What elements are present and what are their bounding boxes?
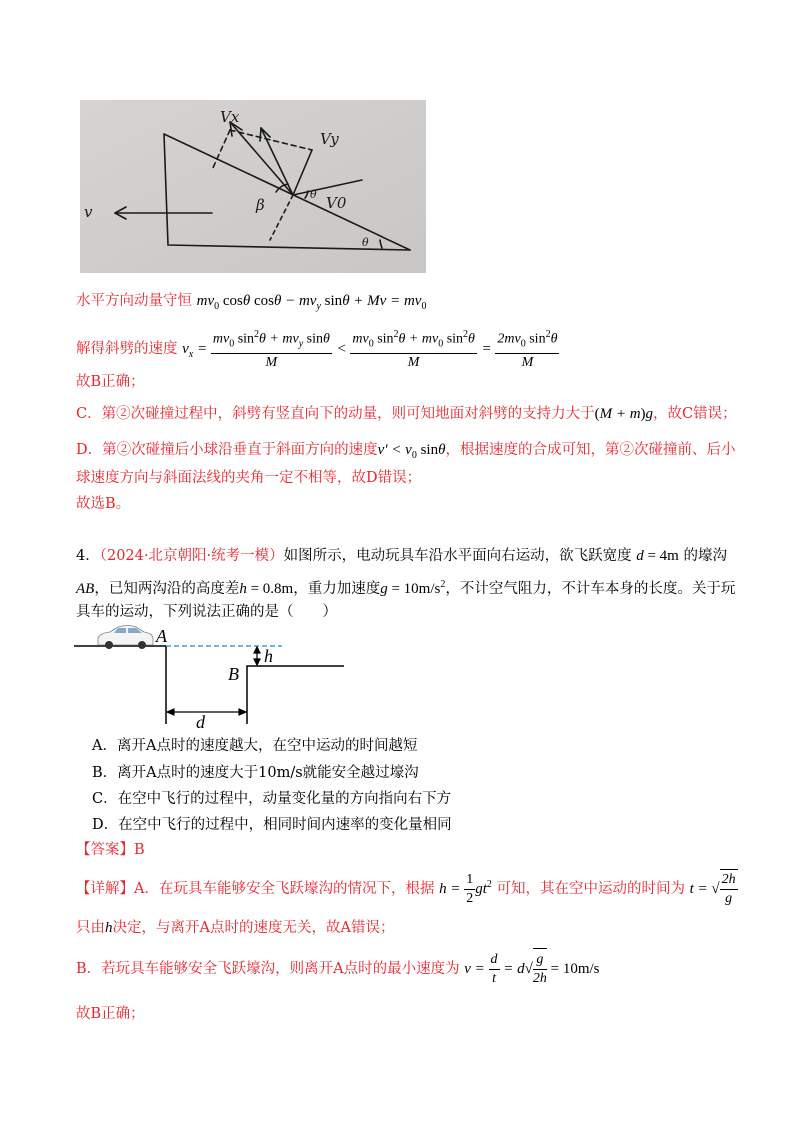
option-c-explanation: C．第②次碰撞过程中，斜劈有竖直向下的动量，则可知地面对斜劈的支持力大于(M + m)g，故C错误； (76, 406, 737, 422)
detail-a-line: 【详解】A．在玩具车能够安全飞跃壕沟的情况下，根据 h = $\frac{1}{2}$ $gt^2$ 可知，其在空中运动的时间为 t = √ $\frac{2h}{g}$ (76, 866, 738, 908)
question-line-2: AB，已知两沟沿的高度差h = 0.8m，重力加速度$g = 10m/s^2$，不计空气阻力，不计车本身的长度。关于玩 (76, 579, 736, 597)
question-source: （2024·北京朝阳·统考一模） (99, 548, 284, 564)
fraction-3: $\frac{2mv_0 \sin^2\theta}{M}$ (495, 326, 559, 372)
momentum-conservation-line: 水平方向动量守恒 $mv_0$ cosθ $\cos\theta - mv_y$ $\sin\theta + Mv = mv_0$ (76, 293, 427, 312)
fraction-2: $\frac{mv_0 \sin^2\theta + mv_0 \sin^2\theta}{M}$ (350, 326, 477, 372)
detail-a-line-2: 只由h决定，与离开A点时的速度无关，故A错误； (76, 920, 395, 936)
wedge-velocity-symbol: $v_x$ = (182, 341, 211, 361)
ab-symbol: AB (76, 581, 95, 597)
time-expression: t = √ $\frac{2h}{g}$ (690, 881, 738, 897)
option-a: A．离开A点时的速度越大，在空中运动的时间越短 (92, 738, 418, 754)
label-v: v (84, 203, 93, 221)
detail-b-line: B．若玩具车能够安全飞跃壕沟，则离开A点时的最小速度为 v = $\frac{d}{t}$ = d√ $\frac{g}{2h}$ = 10m/s (76, 948, 600, 989)
label-h: h (264, 646, 273, 666)
option-d-explanation: D．第②次碰撞后小球沿垂直于斜面方向的速度$v' < v_0$ sinθ，根据速度的合成可知，第②次碰撞前、后小 (76, 442, 736, 461)
gravity-expr: $g = 10m/s^2$ (380, 579, 446, 597)
detail-b-conclusion: 故B正确； (76, 1006, 145, 1022)
label-d: d (196, 712, 205, 730)
label-vx: Vx (220, 108, 240, 126)
label-theta: θ (310, 188, 317, 201)
choose-b: 故选B。 (76, 496, 131, 512)
label-b: B (228, 664, 239, 684)
option-d-explanation-2: 球速度方向与斜面法线的夹角一定不相等，故D错误； (76, 470, 422, 486)
label-a: A (156, 626, 167, 646)
momentum-equation: $mv_0$ cosθ $\cos\theta - mv_y$ $\sin\theta + Mv = mv_0$ (196, 293, 427, 312)
label-v0: V0 (326, 194, 347, 212)
option-b: B．离开A点时的速度大于10m/s就能安全越过壕沟 (92, 765, 419, 781)
min-velocity-expression: v = (464, 961, 489, 977)
option-d: D．在空中飞行的过程中，相同时间内速率的变化量相同 (92, 817, 452, 833)
label-vy: Vy (320, 130, 339, 148)
handdrawn-wedge-photo (80, 100, 426, 273)
label-theta2: θ (362, 236, 369, 249)
label-beta: β (256, 196, 265, 214)
support-force-expr: (M + m)g (594, 406, 654, 422)
question-line-3: 具车的运动，下列说法正确的是（ ） (76, 604, 337, 620)
free-fall-equation: h = (439, 881, 465, 897)
velocity-inequality: $v' < v_0$ sinθ (377, 442, 446, 461)
conclusion-b-prev: 故B正确； (76, 374, 145, 390)
width-d-expr: d = 4m (636, 548, 679, 564)
answer-label: 【答案】B (76, 842, 145, 858)
fraction-1: $\frac{mv_0 \sin^2\theta + mv_y \sin\theta}{M}$ (211, 326, 332, 372)
question-line-1: 4．（2024·北京朝阳·统考一模）如图所示，电动玩具车沿水平面向右运动，欲飞跃宽度 d = 4m 的壕沟 (76, 548, 727, 564)
option-c: C．在空中飞行的过程中，动量变化量的方向指向右下方 (92, 791, 452, 807)
trench-diagram (70, 618, 360, 730)
height-h-expr: h = 0.8m (239, 581, 294, 597)
wedge-velocity-line: 解得斜劈的速度 $v_x$ = $\frac{mv_0 \sin^2\theta + mv_y \sin\theta}{M}$ < $\frac{mv_0 \sin^2\theta + mv_0 \sin^2\theta}{M}$ = $\frac{2mv_0 \sin^2\theta}{M}$ (76, 326, 559, 375)
